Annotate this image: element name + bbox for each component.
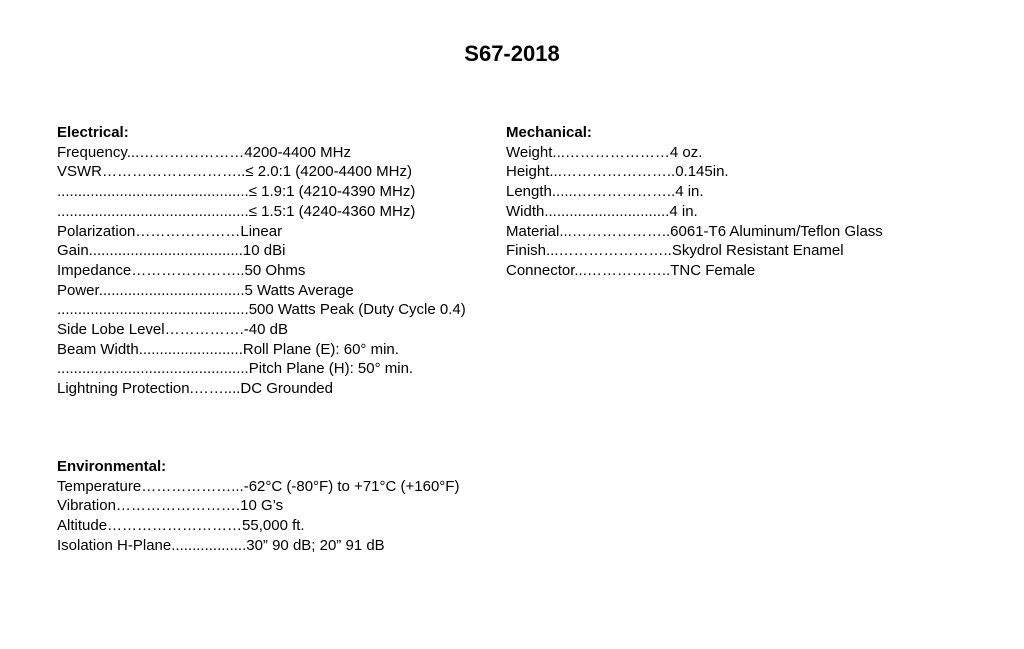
spec-line-polarization: Polarization…………………Linear xyxy=(57,222,283,240)
spec-line-width: Width..............................4 in. xyxy=(506,202,698,220)
spec-line-material: Material...………………..6061-T6 Aluminum/Teflon Glass xyxy=(506,222,883,240)
document-title: S67-2018 xyxy=(464,41,560,66)
environmental-heading: Environmental: xyxy=(57,458,167,475)
spec-line-side-lobe: Side Lobe Level…………….-40 dB xyxy=(57,321,288,339)
spec-line-altitude: Altitude………………………55,000 ft. xyxy=(57,517,305,535)
mechanical-section xyxy=(506,123,883,281)
spec-line-beam-width: Beam Width.........................Roll Plane (E): 60° min. xyxy=(57,340,399,358)
spec-line-power: Power...................................5 Watts Average xyxy=(57,281,354,299)
spec-line-lightning: Lightning Protection.……....DC Grounded xyxy=(57,380,333,398)
electrical-heading: Electrical: xyxy=(57,124,129,141)
spec-line-vswr: VSWR………………………..≤ 2.0:1 (4200-4400 MHz) xyxy=(57,163,412,181)
spec-line-finish: Finish...…………………..Skydrol Resistant Enamel xyxy=(506,242,844,260)
spec-line-frequency: Frequency...…………………4200-4400 MHz xyxy=(57,143,351,161)
spec-line-length: Length......………………..4 in. xyxy=(506,183,704,201)
spec-line-weight: Weight...…………………4 oz. xyxy=(506,143,703,161)
spec-line-height: Height...…………………..0.145in. xyxy=(506,163,729,181)
spec-line-temperature: Temperature………………...-62°C (-80°F) to +71°C (+160°F) xyxy=(57,477,460,495)
environmental-section xyxy=(57,457,459,556)
spec-line-vibration: Vibration…………………….10 G’s xyxy=(57,497,284,515)
spec-line-vswr-2: ..............................................≤ 1.9:1 (4210-4390 MHz) xyxy=(57,183,416,201)
spec-line-power-peak: ..............................................500 Watts Peak (Duty Cycle 0.4) xyxy=(57,301,466,319)
electrical-section xyxy=(57,123,466,399)
spec-line-impedance: Impedance…………………..50 Ohms xyxy=(57,261,306,279)
spec-line-isolation: Isolation H-Plane..................30” 90 dB; 20” 91 dB xyxy=(57,536,385,554)
spec-line-connector: Connector...……………..TNC Female xyxy=(506,261,756,279)
spec-line-beam-width-2: ..............................................Pitch Plane (H): 50° min. xyxy=(57,360,414,378)
spec-line-vswr-3: ..............................................≤ 1.5:1 (4240-4360 MHz) xyxy=(57,202,416,220)
mechanical-heading: Mechanical: xyxy=(506,124,592,141)
spec-line-gain: Gain.....................................10 dBi xyxy=(57,242,286,260)
